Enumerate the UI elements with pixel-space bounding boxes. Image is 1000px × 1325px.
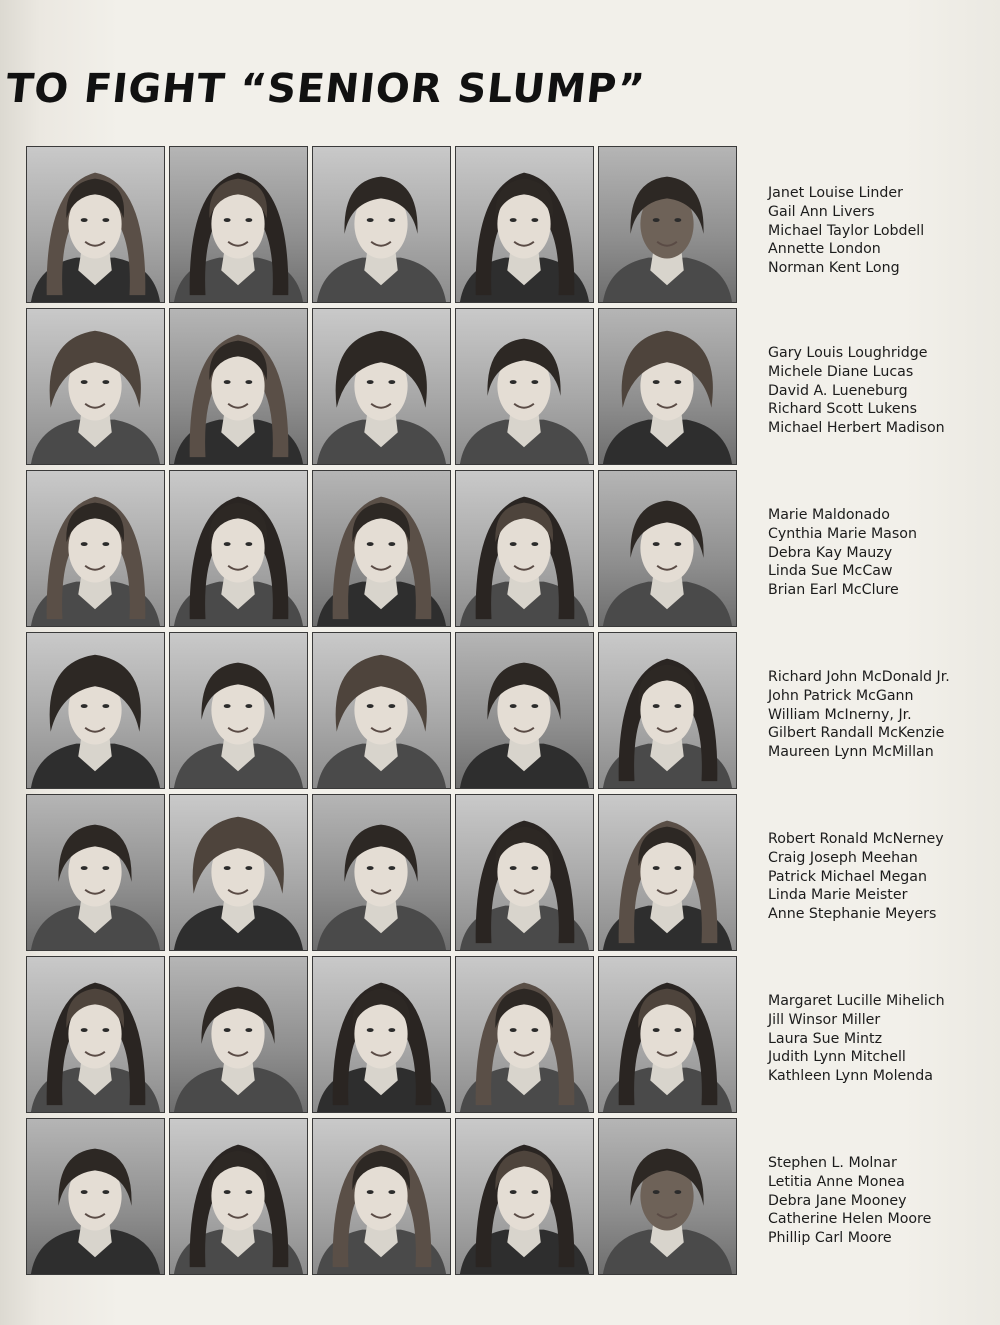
- portrait-silhouette: [313, 1119, 450, 1274]
- portrait-silhouette: [456, 795, 593, 950]
- page-headline: TO FIGHT “SENIOR SLUMP”: [3, 66, 648, 112]
- student-name: David A. Lueneburg: [768, 382, 908, 399]
- name-group: [768, 668, 998, 762]
- portrait-silhouette: [27, 471, 164, 626]
- student-name: Richard John McDonald Jr.: [768, 669, 950, 685]
- portrait-photo: [169, 470, 308, 627]
- portrait-silhouette: [599, 471, 736, 626]
- student-name: Annette London: [768, 241, 881, 258]
- student-name: Gary Louis Loughridge: [768, 345, 928, 361]
- portrait-silhouette: [170, 309, 307, 464]
- student-name: Catherine Helen Moore: [768, 1211, 932, 1228]
- name-group: [768, 506, 998, 600]
- student-name: Gilbert Randall McKenzie: [768, 725, 945, 742]
- portrait-photo: [312, 308, 451, 465]
- student-name: Kathleen Lynn Molenda: [768, 1068, 933, 1085]
- portrait-silhouette: [313, 633, 450, 788]
- student-name: Jill Winsor Miller: [768, 1011, 881, 1028]
- student-name: Marie Maldonado: [768, 507, 890, 523]
- student-name: Judith Lynn Mitchell: [768, 1049, 906, 1066]
- portrait-silhouette: [456, 957, 593, 1112]
- portrait-silhouette: [599, 1119, 736, 1274]
- portrait-photo: [455, 794, 594, 951]
- portrait-silhouette: [313, 147, 450, 302]
- portrait-silhouette: [27, 957, 164, 1112]
- student-name: Maureen Lynn McMillan: [768, 744, 934, 761]
- student-name: Phillip Carl Moore: [768, 1230, 892, 1247]
- name-group: [768, 992, 998, 1086]
- portrait-silhouette: [313, 795, 450, 950]
- student-name: Michele Diane Lucas: [768, 363, 914, 380]
- portrait-photo: [312, 794, 451, 951]
- portrait-photo: [598, 146, 737, 303]
- portrait-photo: [598, 470, 737, 627]
- portrait-photo: [169, 1118, 308, 1275]
- student-name: William McInerny, Jr.: [768, 706, 912, 723]
- portrait-silhouette: [170, 633, 307, 788]
- portrait-silhouette: [170, 957, 307, 1112]
- student-name: Brian Earl McClure: [768, 582, 899, 599]
- portrait-photo: [455, 632, 594, 789]
- portrait-photo: [312, 146, 451, 303]
- student-name: Cynthia Marie Mason: [768, 525, 917, 542]
- portrait-photo: [169, 956, 308, 1113]
- portrait-photo: [169, 794, 308, 951]
- portrait-silhouette: [27, 1119, 164, 1274]
- name-group: [768, 1154, 998, 1248]
- student-name: Debra Kay Mauzy: [768, 544, 893, 561]
- portrait-photo: [455, 470, 594, 627]
- portrait-photo: [598, 308, 737, 465]
- name-group: [768, 184, 998, 278]
- portrait-photo: [26, 1118, 165, 1275]
- portrait-photo: [26, 308, 165, 465]
- portrait-silhouette: [456, 147, 593, 302]
- portrait-photo: [26, 794, 165, 951]
- student-name: Craig Joseph Meehan: [768, 849, 918, 866]
- name-group: [768, 830, 998, 924]
- portrait-photo: [312, 1118, 451, 1275]
- portrait-photo: [312, 632, 451, 789]
- student-name: Patrick Michael Megan: [768, 868, 927, 885]
- portrait-silhouette: [27, 147, 164, 302]
- student-name: Stephen L. Molnar: [768, 1155, 897, 1171]
- portrait-photo: [26, 956, 165, 1113]
- portrait-photo: [169, 146, 308, 303]
- student-name: Letitia Anne Monea: [768, 1173, 905, 1190]
- student-name: Linda Marie Meister: [768, 887, 908, 904]
- portrait-silhouette: [599, 309, 736, 464]
- portrait-silhouette: [170, 471, 307, 626]
- portrait-silhouette: [456, 309, 593, 464]
- portrait-silhouette: [313, 957, 450, 1112]
- portrait-photo: [312, 956, 451, 1113]
- student-name: Michael Taylor Lobdell: [768, 222, 925, 239]
- student-name: Janet Louise Linder: [768, 185, 903, 201]
- student-name: John Patrick McGann: [768, 687, 914, 704]
- portrait-silhouette: [456, 471, 593, 626]
- student-name: Norman Kent Long: [768, 260, 900, 277]
- portrait-photo: [455, 146, 594, 303]
- portrait-silhouette: [599, 795, 736, 950]
- portrait-silhouette: [599, 957, 736, 1112]
- portrait-photo: [169, 632, 308, 789]
- student-name: Anne Stephanie Meyers: [768, 906, 937, 923]
- portrait-silhouette: [313, 471, 450, 626]
- portrait-photo: [26, 146, 165, 303]
- portrait-silhouette: [170, 1119, 307, 1274]
- portrait-silhouette: [27, 795, 164, 950]
- portrait-silhouette: [599, 147, 736, 302]
- portrait-silhouette: [27, 309, 164, 464]
- portrait-silhouette: [456, 1119, 593, 1274]
- portrait-photo: [455, 1118, 594, 1275]
- student-name: Laura Sue Mintz: [768, 1030, 883, 1047]
- student-name: Richard Scott Lukens: [768, 401, 917, 418]
- portrait-photo: [26, 470, 165, 627]
- portrait-grid: [26, 146, 740, 1275]
- student-name: Michael Herbert Madison: [768, 420, 945, 437]
- portrait-photo: [312, 470, 451, 627]
- portrait-photo: [598, 632, 737, 789]
- student-name: Robert Ronald McNerney: [768, 831, 944, 847]
- portrait-photo: [169, 308, 308, 465]
- portrait-photo: [455, 956, 594, 1113]
- portrait-silhouette: [27, 633, 164, 788]
- student-name: Debra Jane Mooney: [768, 1192, 907, 1209]
- portrait-silhouette: [313, 309, 450, 464]
- portrait-photo: [598, 956, 737, 1113]
- portrait-silhouette: [456, 633, 593, 788]
- student-name: Margaret Lucille Mihelich: [768, 993, 945, 1009]
- portrait-photo: [455, 308, 594, 465]
- portrait-silhouette: [170, 795, 307, 950]
- student-name: Gail Ann Livers: [768, 203, 875, 220]
- portrait-photo: [598, 1118, 737, 1275]
- student-name: Linda Sue McCaw: [768, 563, 893, 580]
- portrait-silhouette: [599, 633, 736, 788]
- name-group: [768, 344, 998, 438]
- portrait-silhouette: [170, 147, 307, 302]
- portrait-photo: [26, 632, 165, 789]
- portrait-photo: [598, 794, 737, 951]
